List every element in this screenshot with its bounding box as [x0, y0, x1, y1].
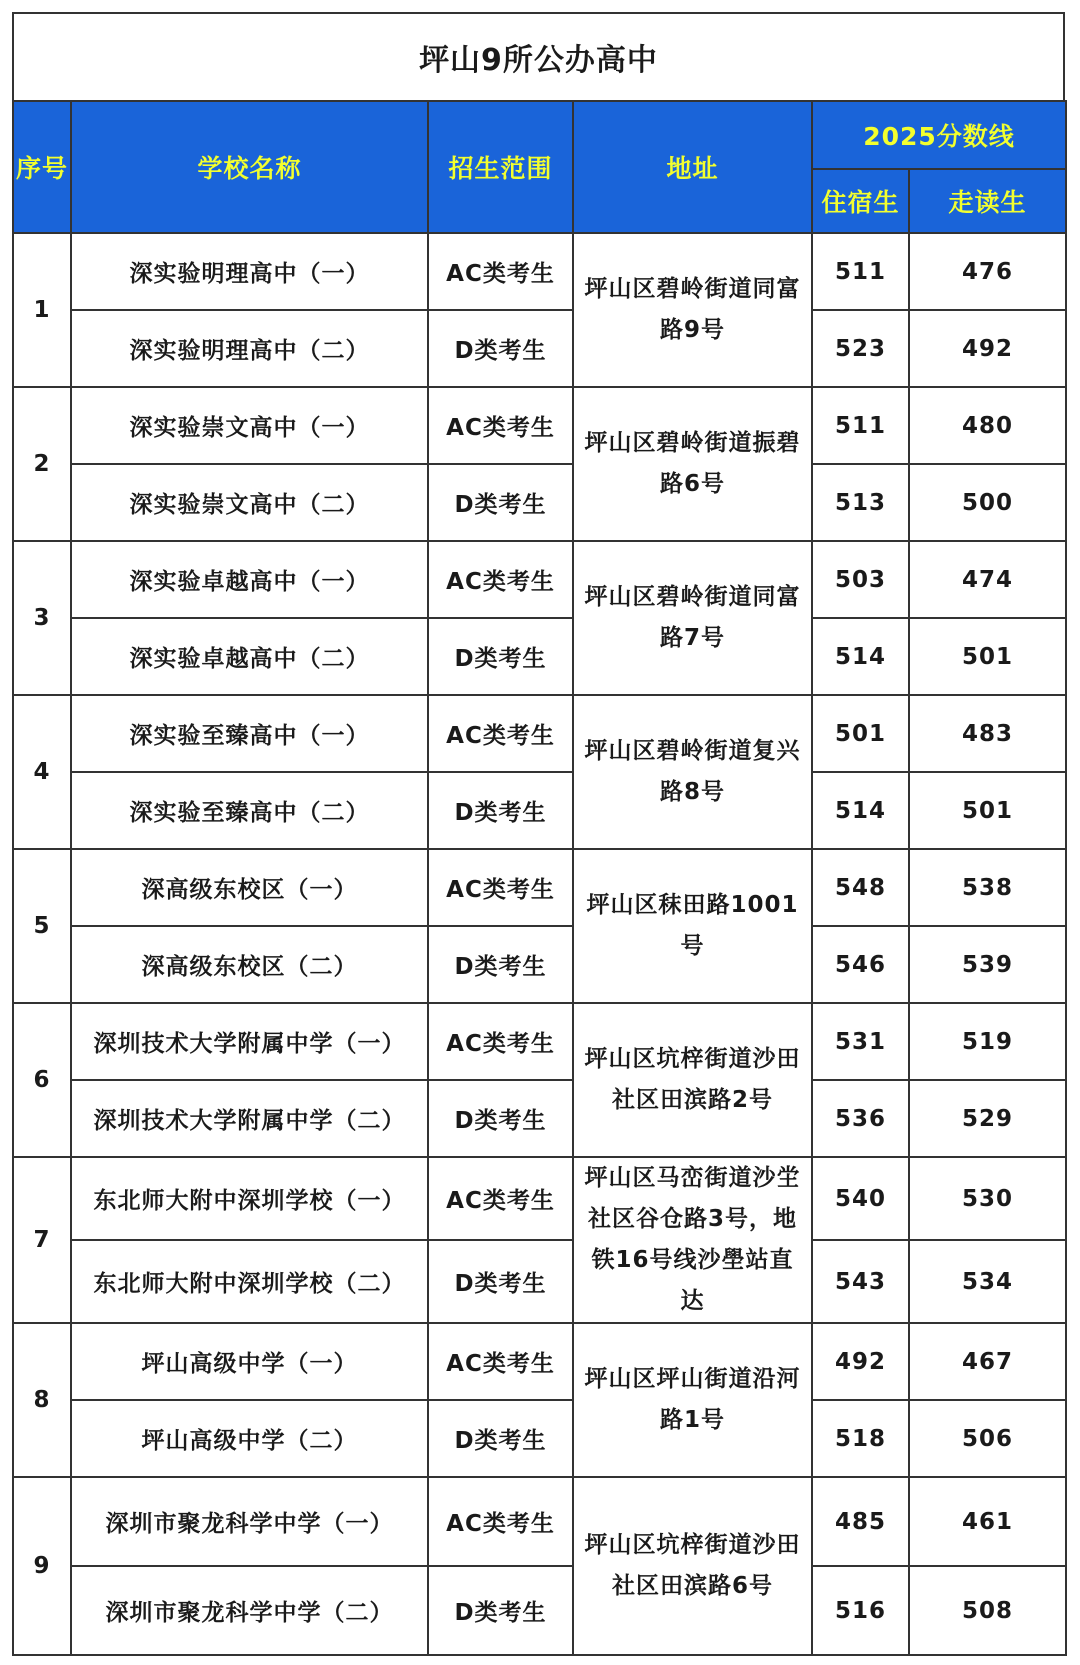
address-text: 坪山区碧岭街道振碧路6号 [584, 430, 801, 497]
day-score: 480 [909, 387, 1066, 464]
admission-scope: AC类考生 [428, 1003, 573, 1080]
admission-scope: D类考生 [428, 310, 573, 387]
day-score: 461 [909, 1477, 1066, 1566]
school-name: 深高级东校区（二） [71, 926, 428, 1003]
row-seq: 2 [13, 387, 71, 541]
boarding-score: 546 [812, 926, 909, 1003]
table-row [13, 1003, 1066, 1080]
admission-scope: D类考生 [428, 926, 573, 1003]
day-score: 506 [909, 1400, 1066, 1477]
table-row [13, 1566, 1066, 1655]
day-score: 474 [909, 541, 1066, 618]
day-score: 529 [909, 1080, 1066, 1157]
day-score: 519 [909, 1003, 1066, 1080]
header-address: 地址 [573, 101, 812, 233]
boarding-score: 492 [812, 1323, 909, 1400]
header-boarding: 住宿生 [812, 169, 909, 233]
school-address [573, 1323, 812, 1477]
admission-scope: AC类考生 [428, 1477, 573, 1566]
table-row [13, 1240, 1066, 1323]
admission-scope: D类考生 [428, 1080, 573, 1157]
table-row [13, 1477, 1066, 1566]
school-address [573, 541, 812, 695]
boarding-score: 536 [812, 1080, 909, 1157]
address-text: 坪山区坪山街道沿河路1号 [584, 1366, 801, 1433]
day-score: 492 [909, 310, 1066, 387]
table-row [13, 695, 1066, 772]
table-row [13, 618, 1066, 695]
school-address [573, 695, 812, 849]
table-row [13, 387, 1066, 464]
day-score: 538 [909, 849, 1066, 926]
admission-scope: AC类考生 [428, 1157, 573, 1240]
day-score: 501 [909, 618, 1066, 695]
admission-scope: D类考生 [428, 772, 573, 849]
boarding-score: 543 [812, 1240, 909, 1323]
school-address [573, 1157, 812, 1323]
day-score: 508 [909, 1566, 1066, 1655]
address-text: 坪山区马峦街道沙坣社区谷仓路3号，地铁16号线沙壆站直达 [584, 1165, 801, 1314]
boarding-score: 485 [812, 1477, 909, 1566]
admission-scope: AC类考生 [428, 541, 573, 618]
header-day: 走读生 [909, 169, 1066, 233]
boarding-score: 518 [812, 1400, 909, 1477]
school-name: 坪山高级中学（二） [71, 1400, 428, 1477]
boarding-score: 548 [812, 849, 909, 926]
address-text: 坪山区坑梓街道沙田社区田滨路2号 [584, 1046, 801, 1113]
row-seq: 6 [13, 1003, 71, 1157]
boarding-score: 531 [812, 1003, 909, 1080]
row-seq: 4 [13, 695, 71, 849]
boarding-score: 511 [812, 233, 909, 310]
table-row [13, 849, 1066, 926]
table-row [13, 541, 1066, 618]
boarding-score: 523 [812, 310, 909, 387]
header-seq: 序号 [13, 101, 71, 233]
row-seq: 8 [13, 1323, 71, 1477]
address-text: 坪山区秣田路1001号 [586, 892, 799, 959]
row-seq: 9 [13, 1477, 71, 1655]
address-text: 坪山区碧岭街道复兴路8号 [584, 738, 801, 805]
school-name: 东北师大附中深圳学校（二） [71, 1240, 428, 1323]
admission-scope: D类考生 [428, 1566, 573, 1655]
school-name: 深圳市聚龙科学中学（二） [71, 1566, 428, 1655]
table-row [13, 1323, 1066, 1400]
school-name: 深圳技术大学附属中学（二） [71, 1080, 428, 1157]
table-row [13, 772, 1066, 849]
table-row [13, 310, 1066, 387]
table-row [13, 1400, 1066, 1477]
address-text: 坪山区坑梓街道沙田社区田滨路6号 [584, 1532, 801, 1599]
school-name: 坪山高级中学（一） [71, 1323, 428, 1400]
admission-scope: D类考生 [428, 1400, 573, 1477]
boarding-score: 513 [812, 464, 909, 541]
admission-scope: AC类考生 [428, 695, 573, 772]
school-address [573, 233, 812, 387]
school-name: 深圳技术大学附属中学（一） [71, 1003, 428, 1080]
day-score: 467 [909, 1323, 1066, 1400]
school-name: 深实验崇文高中（二） [71, 464, 428, 541]
school-name: 深实验至臻高中（一） [71, 695, 428, 772]
admission-scope: D类考生 [428, 464, 573, 541]
boarding-score: 511 [812, 387, 909, 464]
row-seq: 7 [13, 1157, 71, 1323]
school-name: 深实验明理高中（一） [71, 233, 428, 310]
school-name: 深实验崇文高中（一） [71, 387, 428, 464]
table-row [13, 926, 1066, 1003]
row-seq: 3 [13, 541, 71, 695]
table-row [13, 1157, 1066, 1240]
day-score: 534 [909, 1240, 1066, 1323]
day-score: 500 [909, 464, 1066, 541]
boarding-score: 514 [812, 772, 909, 849]
day-score: 476 [909, 233, 1066, 310]
header-score-group: 2025分数线 [812, 101, 1066, 169]
row-seq: 5 [13, 849, 71, 1003]
header-scope: 招生范围 [428, 101, 573, 233]
day-score: 530 [909, 1157, 1066, 1240]
admission-scope: AC类考生 [428, 233, 573, 310]
admission-scope: D类考生 [428, 1240, 573, 1323]
boarding-score: 540 [812, 1157, 909, 1240]
school-name: 深实验卓越高中（二） [71, 618, 428, 695]
day-score: 483 [909, 695, 1066, 772]
school-address [573, 387, 812, 541]
school-name: 深圳市聚龙科学中学（一） [71, 1477, 428, 1566]
school-address [573, 849, 812, 1003]
school-name: 深实验至臻高中（二） [71, 772, 428, 849]
table-row [13, 233, 1066, 310]
row-seq: 1 [13, 233, 71, 387]
day-score: 501 [909, 772, 1066, 849]
school-name: 深实验明理高中（二） [71, 310, 428, 387]
school-address [573, 1003, 812, 1157]
table-row [13, 464, 1066, 541]
school-name: 深高级东校区（一） [71, 849, 428, 926]
admission-scope: AC类考生 [428, 849, 573, 926]
boarding-score: 516 [812, 1566, 909, 1655]
school-address [573, 1477, 812, 1655]
header-school: 学校名称 [71, 101, 428, 233]
boarding-score: 503 [812, 541, 909, 618]
admission-scope: D类考生 [428, 618, 573, 695]
school-name: 东北师大附中深圳学校（一） [71, 1157, 428, 1240]
table-body [13, 233, 1066, 1655]
boarding-score: 501 [812, 695, 909, 772]
address-text: 坪山区碧岭街道同富路7号 [584, 584, 801, 651]
day-score: 539 [909, 926, 1066, 1003]
address-text: 坪山区碧岭街道同富路9号 [584, 276, 801, 343]
admission-scope: AC类考生 [428, 387, 573, 464]
table-row [13, 1080, 1066, 1157]
page-title: 坪山9所公办高中 [12, 12, 1065, 100]
boarding-score: 514 [812, 618, 909, 695]
school-name: 深实验卓越高中（一） [71, 541, 428, 618]
score-table-sheet [12, 12, 1065, 1656]
score-table [12, 100, 1067, 1656]
admission-scope: AC类考生 [428, 1323, 573, 1400]
